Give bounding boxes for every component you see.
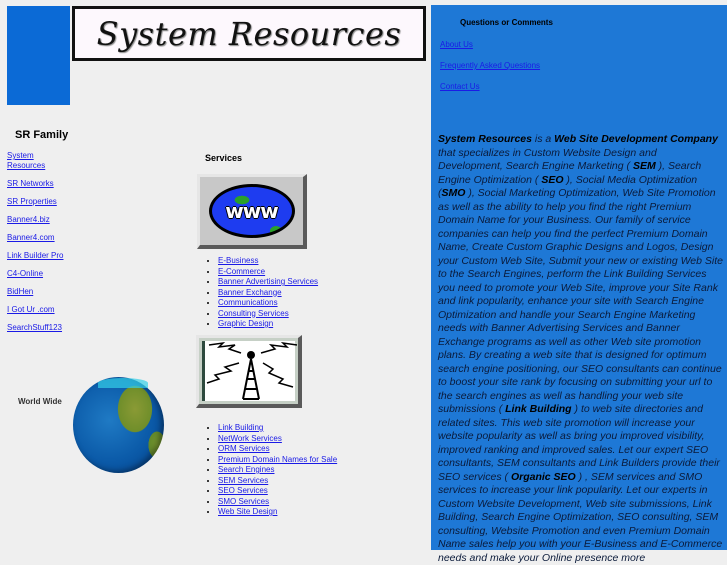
services-title: Services (205, 153, 243, 163)
service-link-e-commerce[interactable]: E-Commerce (218, 266, 266, 276)
service-link-banner-advertising[interactable]: Banner Advertising Services (218, 277, 319, 286)
logo-text: System Resources (96, 14, 402, 53)
company-description (438, 133, 724, 565)
site-logo-banner[interactable] (72, 6, 426, 61)
service-link-web-site-design[interactable]: Web Site Design (218, 507, 278, 516)
desc-text: is a (531, 133, 555, 145)
service-link-network-services[interactable]: NetWork Services (218, 433, 282, 443)
services-list-2 (196, 423, 337, 518)
desc-text: that specializes in Custom Website Design and Development, Search Engine Marketing ( (438, 146, 657, 172)
list-item (218, 277, 318, 288)
desc-text: ), Social Marketing Optimization, Web Site Promotion as well as the ability to help you find the right Premium Domain Name for your Business. Our family of service companies can help you find the perfect Premium Domain Name, Create Custom Graphic Designs and Logos, Design your Custom Web Site, Submit your new or existing Web Site to the Search Engines, perform the Link Building Services you need to promote your Web Site, improve your Site Rank and link popularity, enhance your site with Search Engine Optimization and handle your Search Engine Marketing needs with Banner Advertising Services and Banner Exchange programs as well as other Web site promotion plans. By creating a web site that is designed for optimum search engine positioning, our SEO consultants can continue to boost your site rank by focusing on submitting your url to the search engines as well as handling your web site submissions ( (438, 187, 723, 415)
company-name: System Resources (438, 133, 532, 145)
list-item (218, 256, 318, 267)
www-text: www (225, 199, 278, 223)
desc-text: ) , SEM services and SMO services to increase your link popularity. Let our experts in Custom Website Development, Web site submissions, Link Building, Search Engine Optimization, SEO consulting, SEM consulting, Website Promotion and even Premium Domain Name sales help you with your E-Business and E-Commerce needs and make your Online presence more (438, 470, 723, 564)
service-link-search-engines[interactable]: Search Engines (218, 465, 275, 474)
list-item (218, 319, 318, 330)
sidebar-family-links (7, 151, 67, 341)
list-item (218, 476, 337, 487)
desc-text: ), Social Media Optimization ( (438, 173, 698, 199)
sidebar-link-banner4-com[interactable]: Banner4.com (7, 233, 55, 242)
list-item (218, 497, 337, 508)
www-globe-icon[interactable] (197, 174, 307, 249)
list-item (218, 465, 337, 476)
questions-title: Questions or Comments (460, 18, 553, 27)
list-item (218, 444, 337, 455)
sidebar-title: SR Family (15, 129, 69, 141)
list-item (218, 288, 318, 299)
service-link-smo-services[interactable]: SMO Services (218, 496, 270, 506)
list-item (218, 267, 318, 278)
globe-icon (73, 377, 164, 473)
desc-bold: Web Site Development Company (554, 133, 718, 145)
list-item (218, 486, 337, 497)
desc-bold: Link Building (505, 403, 572, 415)
radio-tower-graphic (202, 341, 295, 401)
service-link-seo-services[interactable]: SEO Services (218, 486, 268, 495)
decorative-blue-block (7, 6, 70, 105)
desc-text: ), Search Engine Optimization ( (438, 160, 702, 186)
desc-text: ) to web site directories and related sites. This web site promotion will increase your website popularity as well as bring you improved visibility, improved ranking and improved sales. Let our expert SEO consultants, SEM consultants and Link Builders provide their SEO services ( (438, 403, 720, 483)
sidebar-link-link-builder-pro[interactable]: Link Builder Pro (7, 251, 64, 260)
desc-bold: SMO (441, 187, 466, 199)
service-link-graphic-design[interactable]: Graphic Design (218, 319, 274, 328)
sidebar-link-banner4-biz[interactable]: Banner4.biz (7, 215, 50, 224)
faq-link[interactable]: Frequently Asked Questions (440, 61, 541, 70)
globe-icecap-detail (98, 378, 148, 388)
sidebar-link-i-got-ur[interactable]: I Got Ur .com (7, 305, 55, 314)
sidebar-link-system-resources[interactable]: System Resources (7, 151, 46, 170)
list-item (218, 423, 337, 434)
list-item (218, 507, 337, 518)
services-list-1 (196, 256, 318, 330)
sidebar-link-sr-networks[interactable]: SR Networks (7, 179, 54, 188)
list-item (218, 298, 318, 309)
about-us-link[interactable]: About Us (440, 40, 473, 49)
sidebar-link-sr-properties[interactable]: SR Properties (7, 197, 57, 206)
radio-tower-icon[interactable] (196, 335, 302, 408)
sidebar-link-bidhen[interactable]: BidHen (7, 287, 34, 296)
sidebar-link-c4-online[interactable]: C4-Online (7, 269, 44, 278)
www-oval-graphic (209, 184, 295, 238)
service-link-e-business[interactable]: E-Business (218, 256, 259, 265)
list-item (218, 309, 318, 320)
world-wide-label: World Wide (18, 397, 62, 406)
service-link-consulting[interactable]: Consulting Services (218, 308, 289, 318)
desc-bold: SEM (632, 160, 656, 172)
list-item (218, 434, 337, 445)
sidebar-link-searchstuff123[interactable]: SearchStuff123 (7, 323, 63, 332)
desc-bold: SEO (541, 173, 564, 186)
service-link-banner-exchange[interactable]: Banner Exchange (218, 287, 282, 297)
desc-bold: Organic SEO (510, 470, 576, 483)
service-link-premium-domains[interactable]: Premium Domain Names for Sale (218, 454, 338, 464)
radio-tower-svg (205, 341, 299, 402)
contact-us-link[interactable]: Contact Us (440, 82, 480, 91)
service-link-orm-services[interactable]: ORM Services (218, 444, 270, 453)
service-link-communications[interactable]: Communications (218, 298, 278, 307)
list-item (218, 455, 337, 466)
service-link-link-building[interactable]: Link Building (218, 423, 264, 432)
service-link-sem-services[interactable]: SEM Services (218, 475, 269, 485)
